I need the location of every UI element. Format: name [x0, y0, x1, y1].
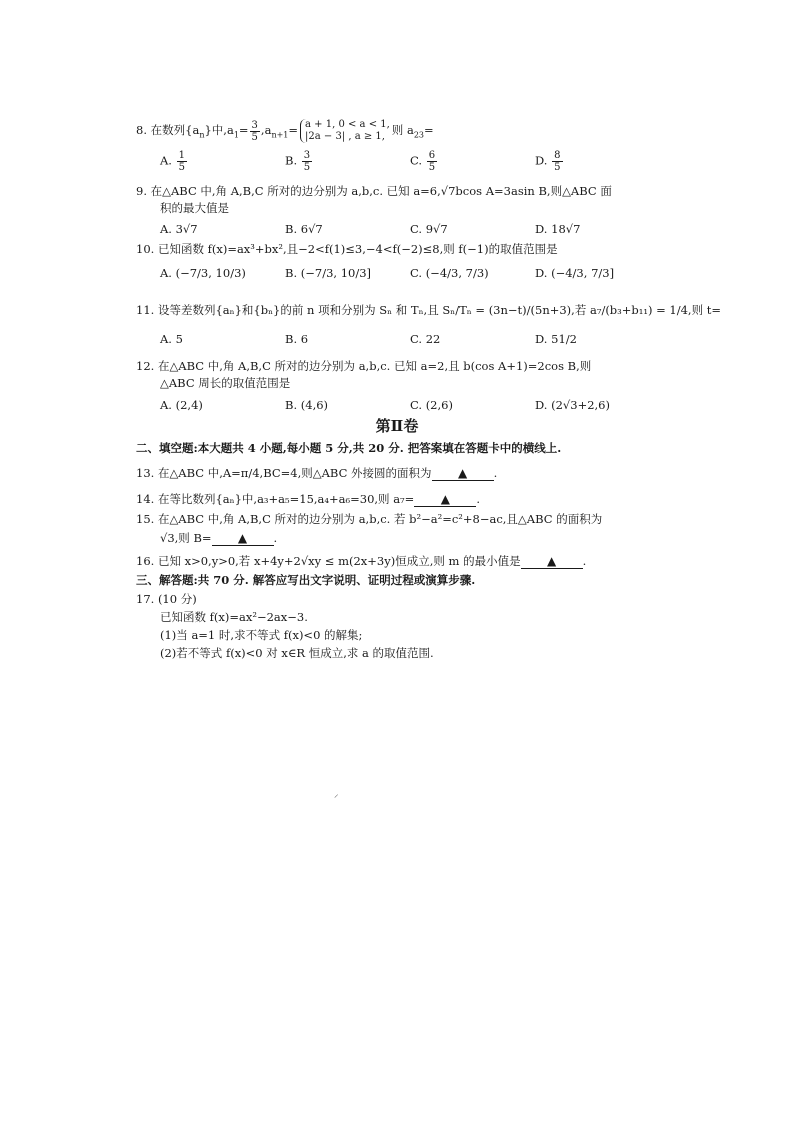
q10-stem: 10. 已知函数 f(x)=ax³+bx²,且−2<f(1)≤3,−4<f(−2)≤8,则 f(−1)的取值范围是	[136, 242, 558, 256]
q10-option-c: C. (−4/3, 7/3)	[410, 266, 489, 280]
q16-answer-blank[interactable]	[521, 554, 583, 569]
q16-stem: 16. 已知 x>0,y>0,若 x+4y+2√xy ≤ m(2x+3y)恒成立,则 m 的最小值是 ▲ .	[136, 554, 587, 568]
q8-option-b: B. $\frac{3}{5}$	[285, 150, 311, 173]
q12-stem-line2: △ABC 周长的取值范围是	[160, 376, 291, 390]
q17-line1: 已知函数 f(x)=ax²−2ax−3.	[160, 610, 308, 624]
q9-option-a: A. 3√7	[160, 222, 198, 236]
q17-line3: (2)若不等式 f(x)<0 对 x∈R 恒成立,求 a 的取值范围.	[160, 646, 434, 660]
q15-stem-line2: √3,则 B= ▲ .	[160, 531, 278, 545]
part3-heading: 三、解答题:共 70 分. 解答应写出文字说明、证明过程或演算步骤.	[136, 573, 476, 587]
q12-option-b: B. (4,6)	[285, 398, 329, 412]
section-title: 第Ⅱ卷	[375, 417, 419, 435]
q12-stem-line1: 12. 在△ABC 中,角 A,B,C 所对的边分别为 a,b,c. 已知 a=2,且 b(cos A+1)=2cos B,则	[136, 359, 592, 373]
piecewise-brace: a + 1, 0 < a < 1, |2a − 3| , a ≥ 1,	[300, 119, 390, 143]
q11-stem: 11. 设等差数列{aₙ}和{bₙ}的前 n 项和分别为 Sₙ 和 Tₙ,且 Sₙ/Tₙ = (3n−t)/(5n+3),若 a₇/(b₃+b₁₁) = 1/4,则 t=	[136, 303, 722, 317]
triangle-icon: ▲	[546, 554, 557, 568]
q12-option-a: A. (2,4)	[160, 398, 203, 412]
triangle-icon: ▲	[440, 492, 450, 506]
part2-heading: 二、填空题:本大题共 4 小题,每小题 5 分,共 20 分. 把答案填在答题卡中的横线上.	[136, 441, 562, 455]
q11-option-a: A. 5	[160, 332, 183, 346]
q12-option-d: D. (2√3+2,6)	[535, 398, 610, 412]
q12-option-c: C. (2,6)	[410, 398, 453, 412]
q14-stem: 14. 在等比数列{aₙ}中,a₃+a₅=15,a₄+a₆=30,则 a₇= ▲ .	[136, 492, 480, 506]
q11-option-d: D. 51/2	[535, 332, 577, 346]
q14-answer-blank[interactable]	[414, 492, 476, 507]
q8-option-d: D. $\frac{8}{5}$	[535, 150, 561, 173]
q15-stem-line1: 15. 在△ABC 中,角 A,B,C 所对的边分别为 a,b,c. 若 b²−a²=c²+8−ac,且△ABC 的面积为	[136, 512, 603, 526]
q17-line2: (1)当 a=1 时,求不等式 f(x)<0 的解集;	[160, 628, 363, 642]
q9-option-c: C. 9√7	[410, 222, 448, 236]
q9-stem-line2: 积的最大值是	[160, 201, 229, 215]
q13-stem: 13. 在△ABC 中,A=π/4,BC=4,则△ABC 外接圆的面积为 ▲ .	[136, 466, 498, 480]
q9-stem-line1: 9. 在△ABC 中,角 A,B,C 所对的边分别为 a,b,c. 已知 a=6,√7bcos A=3asin B,则△ABC 面	[136, 184, 612, 198]
q8-stem: 8. 在数列$\{a_n\}$中$,a_1=$ $\frac{3}{5}$ $,a_{n+1}=$ a + 1, 0 < a < 1, |2a − 3| , a ≥ 1, 则 $a_{23}=$	[136, 119, 434, 143]
q9-option-b: B. 6√7	[285, 222, 323, 236]
q17-heading: 17. (10 分)	[136, 592, 197, 606]
q9-option-d: D. 18√7	[535, 222, 581, 236]
q11-option-c: C. 22	[410, 332, 441, 346]
q8-option-a: A. $\frac{1}{5}$	[160, 150, 185, 173]
q8-option-c: C. $\frac{6}{5}$	[410, 150, 436, 173]
q10-option-b: B. (−7/3, 10/3]	[285, 266, 372, 280]
q10-option-a: A. (−7/3, 10/3)	[160, 266, 246, 280]
q11-option-b: B. 6	[285, 332, 309, 346]
q10-option-d: D. (−4/3, 7/3]	[535, 266, 615, 280]
triangle-icon: ▲	[237, 531, 248, 545]
q13-answer-blank[interactable]	[432, 466, 494, 481]
scan-mark: ⸝	[334, 790, 339, 800]
q15-answer-blank[interactable]	[212, 531, 274, 546]
triangle-icon: ▲	[457, 466, 468, 480]
